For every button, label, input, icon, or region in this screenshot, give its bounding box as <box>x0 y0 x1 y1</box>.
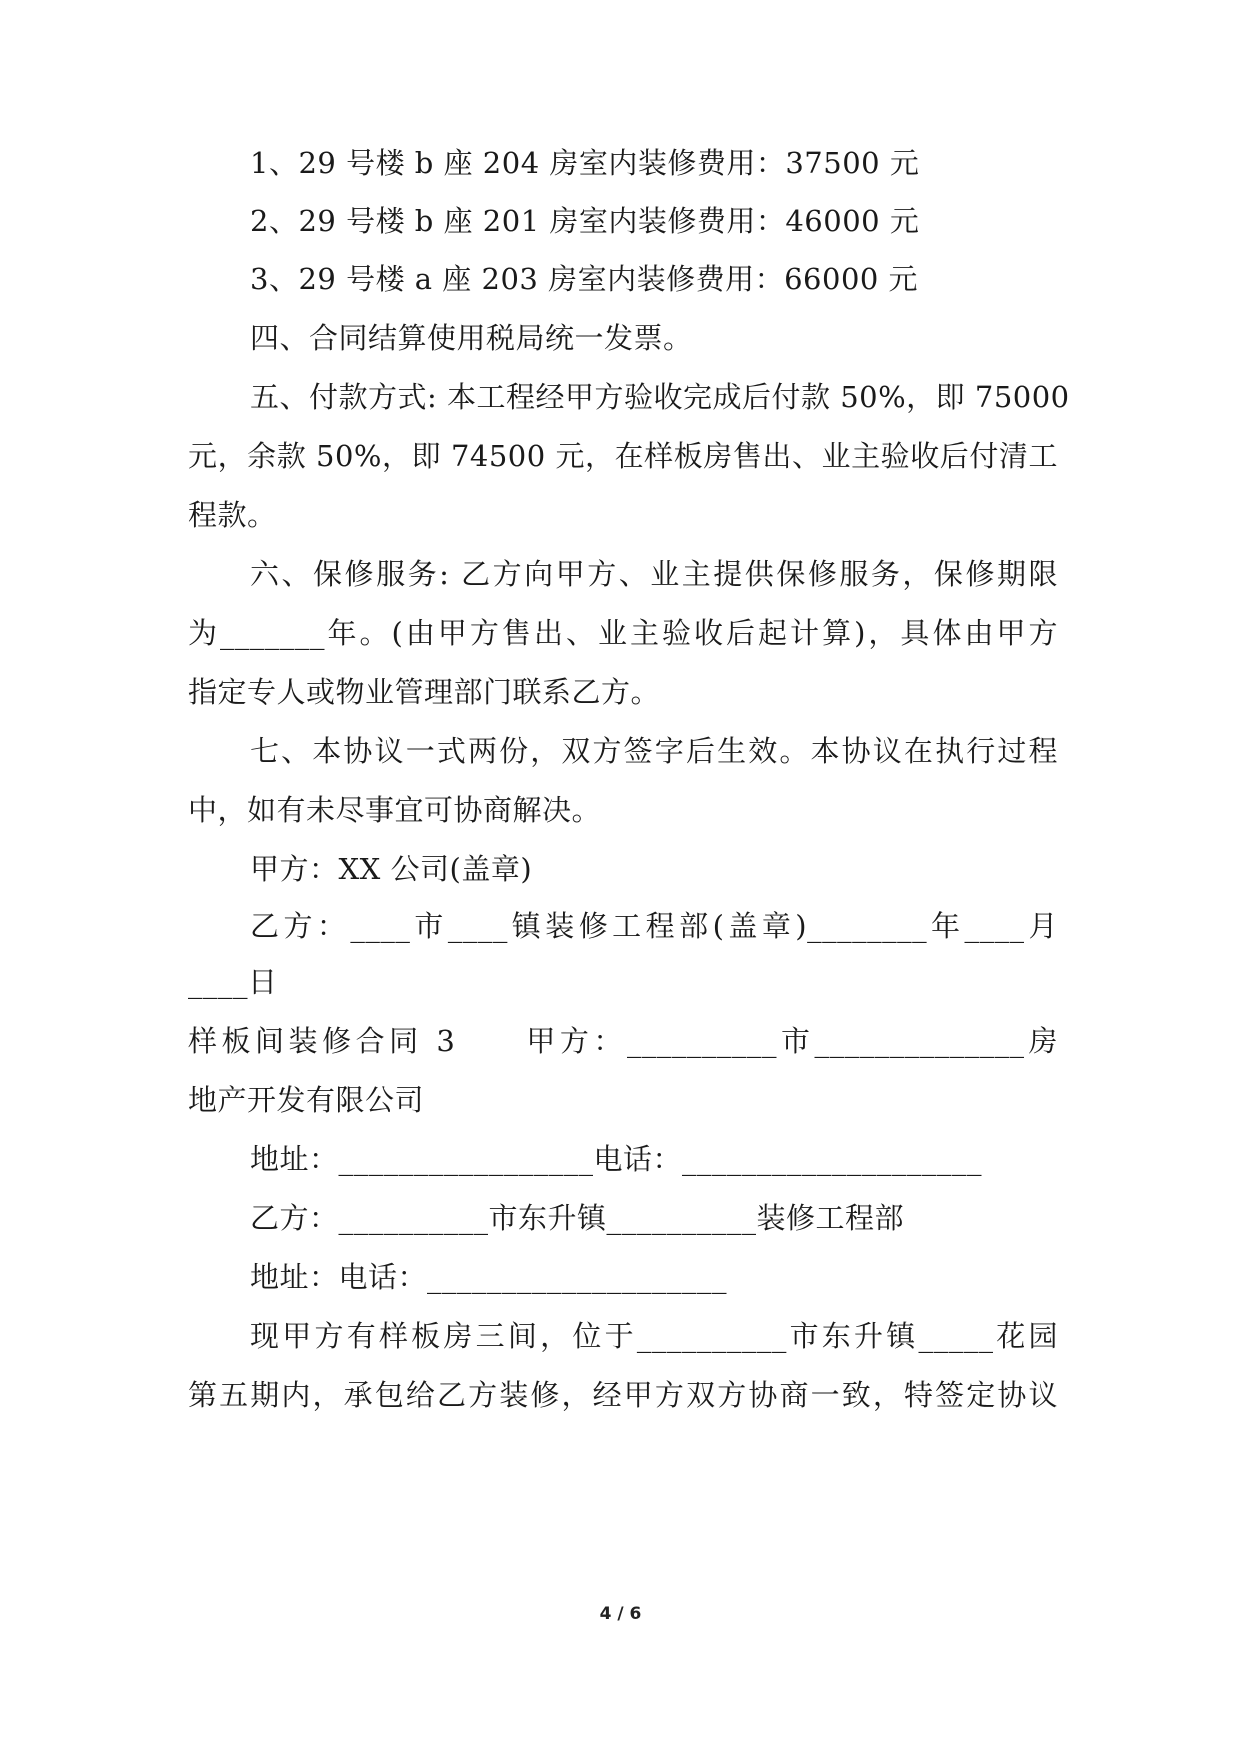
clause-4: 四、合同结算使用税局统一发票。 <box>250 321 693 355</box>
clause-7-line-2: 中，如有未尽事宜可协商解决。 <box>188 793 602 827</box>
clause-6-line-3: 指定专人或物业管理部门联系乙方。 <box>188 675 661 709</box>
fee-item-2: 2、29 号楼 b 座 201 房室内装修费用：46000 元 <box>250 204 920 238</box>
clause-7-line-1: 七、本协议一式两份，双方签字后生效。本协议在执行过程 <box>250 734 1058 768</box>
party-a-signature: 甲方：XX 公司(盖章) <box>250 852 533 886</box>
clause-5-line-2: 元，余款 50%，即 74500 元，在样板房售出、业主验收后付清工 <box>188 439 1058 473</box>
intro-line-2: 第五期内，承包给乙方装修，经甲方双方协商一致，特签定协议 <box>188 1378 1058 1412</box>
party-b-signature-line-1: 乙方：____市____镇装修工程部(盖章)________年____月 <box>250 909 1058 943</box>
clause-5-line-1: 五、付款方式: 本工程经甲方验收完成后付款 50%，即 75000 <box>250 380 1070 414</box>
clause-6-line-2: 为_______年。(由甲方售出、业主验收后起计算)，具体由甲方 <box>188 616 1058 650</box>
intro-line-1: 现甲方有样板房三间，位于__________市东升镇_____花园 <box>250 1319 1058 1353</box>
party-b-address-phone: 地址：电话：____________________ <box>250 1260 728 1294</box>
contract-3-header-line-2: 地产开发有限公司 <box>188 1083 425 1117</box>
party-a-address-phone: 地址：_________________电话：____________________ <box>250 1142 983 1176</box>
clause-6-line-1: 六、保修服务: 乙方向甲方、业主提供保修服务，保修期限 <box>250 557 1058 591</box>
fee-item-3: 3、29 号楼 a 座 203 房室内装修费用：66000 元 <box>250 262 919 296</box>
party-b-signature-line-2: ____日 <box>188 965 278 999</box>
page-number: 4 / 6 <box>599 1604 642 1624</box>
fee-item-1: 1、29 号楼 b 座 204 房室内装修费用：37500 元 <box>250 146 920 180</box>
clause-5-line-3: 程款。 <box>188 498 277 532</box>
party-b-name: 乙方：__________市东升镇__________装修工程部 <box>250 1201 905 1235</box>
contract-3-header-line-1: 样板间装修合同 3 甲方：__________市______________房 <box>188 1024 1058 1058</box>
